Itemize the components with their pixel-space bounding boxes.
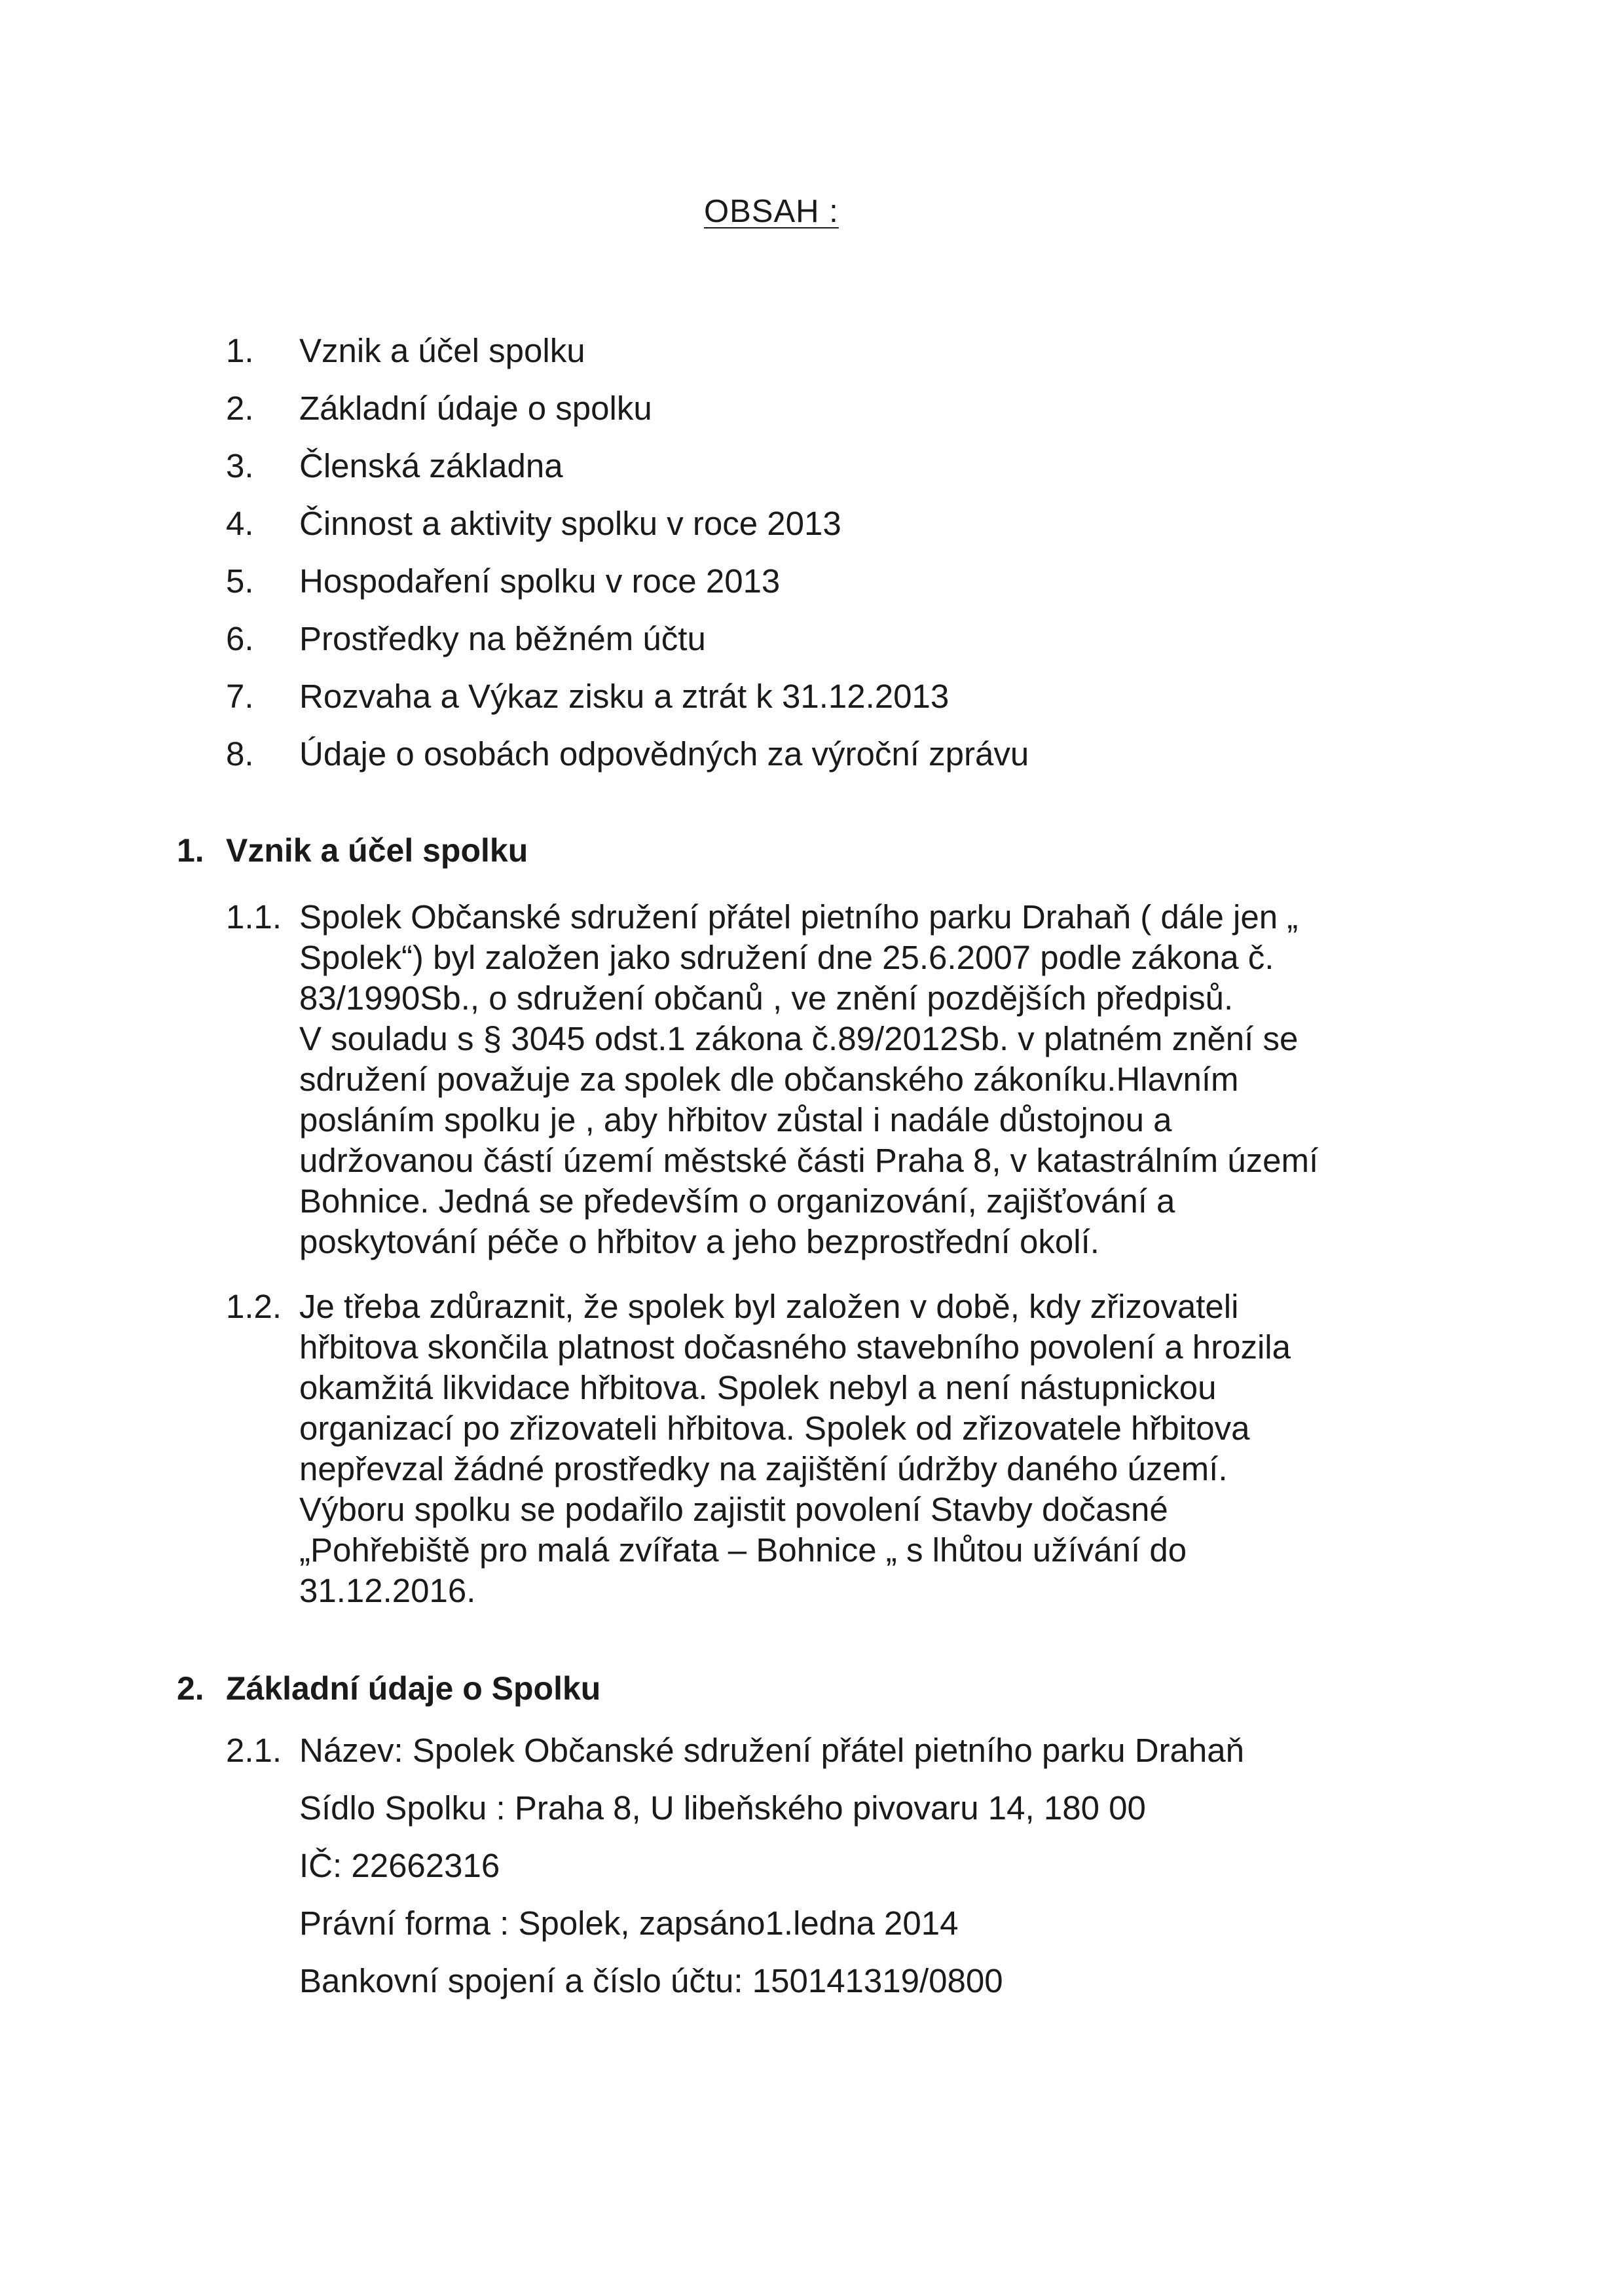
toc-item-number: 8.	[226, 735, 254, 773]
info-bank-account: Bankovní spojení a číslo účtu: 150141319/0800	[299, 1962, 1003, 1999]
paragraph-number: 1.1.	[226, 898, 282, 936]
text-line: Bohnice. Jedná se především o organizování, zajišťování a	[299, 1182, 1175, 1220]
section-1-heading	[177, 831, 528, 869]
text-line: V souladu s § 3045 odst.1 zákona č.89/2012Sb. v platném znění se	[299, 1020, 1299, 1057]
text-line: poskytování péče o hřbitov a jeho bezprostřední okolí.	[299, 1223, 1099, 1260]
paragraph-number: 2.1.	[226, 1732, 282, 1769]
info-legal-form: Právní forma : Spolek, zapsáno1.ledna 2014	[299, 1904, 959, 1942]
section-number: 2.	[177, 1670, 204, 1707]
toc-item-label: Prostředky na běžném účtu	[299, 620, 706, 657]
toc-item-number: 7.	[226, 678, 254, 715]
toc-item-number: 4.	[226, 505, 254, 542]
toc-item	[226, 322, 1029, 380]
text-line: Je třeba zdůraznit, že spolek byl založen v době, kdy zřizovateli	[299, 1288, 1239, 1325]
text-line: nepřevzal žádné prostředky na zajištění údržby daného území.	[299, 1450, 1228, 1487]
paragraph-text	[299, 1286, 1452, 1611]
toc-item-label: Rozvaha a Výkaz zisku a ztrát k 31.12.2013	[299, 678, 950, 715]
info-address: Sídlo Spolku : Praha 8, U libeňského pivovaru 14, 180 00	[299, 1789, 1146, 1827]
text-line: 31.12.2016.	[299, 1572, 476, 1609]
toc-item	[226, 553, 1029, 610]
toc-item	[226, 495, 1029, 553]
toc-item	[226, 668, 1029, 725]
text-line: Spolek“) byl založen jako sdružení dne 25.6.2007 podle zákona č.	[299, 939, 1274, 976]
toc-item-label: Činnost a aktivity spolku v roce 2013	[299, 505, 841, 542]
text-line: hřbitova skončila platnost dočasného stavebního povolení a hrozila	[299, 1328, 1291, 1366]
toc-item-label: Základní údaje o spolku	[299, 390, 652, 427]
info-company-id: IČ: 22662316	[299, 1847, 500, 1884]
toc-item-label: Vznik a účel spolku	[299, 332, 585, 369]
toc-item	[226, 437, 1029, 495]
toc-item-number: 3.	[226, 447, 254, 484]
section-title: Základní údaje o Spolku	[226, 1670, 601, 1707]
text-line: „Pohřebiště pro malá zvířata – Bohnice „ s lhůtou užívání do	[299, 1531, 1187, 1569]
text-line: posláním spolku je , aby hřbitov zůstal i nadále důstojnou a	[299, 1101, 1172, 1139]
toc-item-label: Údaje o osobách odpovědných za výroční zprávu	[299, 735, 1029, 773]
toc-item-number: 6.	[226, 620, 254, 657]
text-line: sdružení považuje za spolek dle občanského zákoníku.Hlavním	[299, 1061, 1239, 1098]
toc-item-number: 2.	[226, 390, 254, 427]
paragraph-text	[299, 897, 1452, 1262]
text-line: 83/1990Sb., o sdružení občanů , ve znění pozdějších předpisů.	[299, 979, 1234, 1017]
section-number: 1.	[177, 832, 204, 869]
text-line: udržovanou částí území městské části Praha 8, v katastrálním území	[299, 1142, 1319, 1179]
text-line: Spolek Občanské sdružení přátel pietního parku Drahaň ( dále jen „	[299, 898, 1299, 936]
toc-item-number: 1.	[226, 332, 254, 369]
toc-item	[226, 380, 1029, 437]
section-title: Vznik a účel spolku	[226, 832, 528, 869]
toc-item-label: Hospodaření spolku v roce 2013	[299, 562, 781, 600]
table-of-contents	[226, 322, 1029, 783]
paragraph-number: 1.2.	[226, 1288, 282, 1325]
toc-item	[226, 610, 1029, 668]
info-name: Název: Spolek Občanské sdružení přátel pietního parku Drahaň	[299, 1732, 1244, 1769]
toc-item-number: 5.	[226, 562, 254, 600]
toc-item	[226, 725, 1029, 783]
document-title: OBSAH :	[704, 194, 839, 229]
section-2-heading	[177, 1669, 600, 1707]
toc-item-label: Členská základna	[299, 447, 563, 484]
text-line: organizací po zřizovateli hřbitova. Spolek od zřizovatele hřbitova	[299, 1410, 1250, 1447]
text-line: Výboru spolku se podařilo zajistit povolení Stavby dočasné	[299, 1491, 1168, 1528]
text-line: okamžitá likvidace hřbitova. Spolek nebyl a není nástupnickou	[299, 1369, 1217, 1406]
